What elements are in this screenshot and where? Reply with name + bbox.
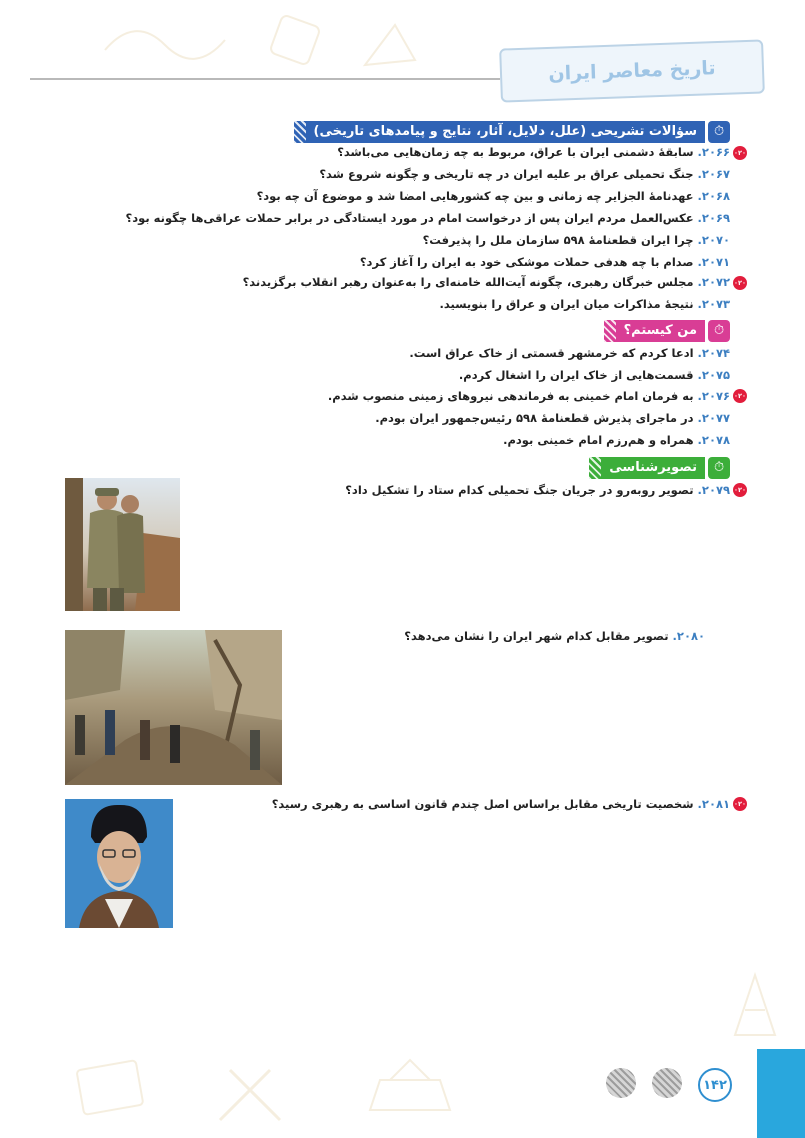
question-text: به فرمان امام خمینی به فرماندهی نیروهای زمینی منصوب شدم. <box>327 389 694 403</box>
question-text: تصویر مقابل کدام شهر ایران را نشان می‌دهد؟ <box>404 629 669 643</box>
question-2070 <box>423 233 730 247</box>
question-text: صدام با چه هدفی حملات موشکی خود به ایران را آغاز کرد؟ <box>359 255 694 269</box>
stopwatch-icon: ⏱ <box>708 457 730 479</box>
question-2068 <box>257 189 730 203</box>
brand-title: تاریخ معاصر ایران <box>548 57 716 85</box>
stripe-decoration <box>294 121 306 143</box>
doodle-bottom-icon <box>70 1050 550 1130</box>
question-number: ۲۰۷۵. <box>697 368 730 382</box>
question-text: جنگ تحمیلی عراق بر علیه ایران در چه تاریخی و چگونه شروع شد؟ <box>319 167 694 181</box>
key-question-badge: ۰۲۰ <box>733 146 747 160</box>
question-number: ۲۰۸۰. <box>672 629 705 643</box>
question-number: ۲۰۶۷. <box>697 167 730 181</box>
page-edge-tab <box>757 1049 805 1138</box>
question-number: ۲۰۷۹. <box>697 483 730 497</box>
section-header-image-recognition <box>589 456 730 479</box>
question-number: ۲۰۶۹. <box>697 211 730 225</box>
question-number: ۲۰۷۲. <box>697 275 730 289</box>
question-2067 <box>319 167 730 181</box>
page-number: ۱۴۲ <box>698 1068 732 1102</box>
stripe-decoration <box>589 457 601 479</box>
doodle-top-icon <box>95 10 425 80</box>
pagination-dot <box>652 1068 682 1098</box>
doodle-side-icon <box>725 965 785 1045</box>
header-rule <box>30 78 500 80</box>
photo-portrait <box>65 799 173 928</box>
key-question-badge: ۰۲۰ <box>733 483 747 497</box>
stopwatch-icon: ⏱ <box>708 121 730 143</box>
question-text: همراه و هم‌رزم امام خمینی بودم. <box>503 433 694 447</box>
question-2077 <box>375 411 730 425</box>
question-2081 <box>272 797 730 811</box>
photo-ruined-city <box>65 630 282 785</box>
question-number: ۲۰۷۶. <box>697 389 730 403</box>
brand-banner <box>499 39 765 102</box>
question-number: ۲۰۷۸. <box>697 433 730 447</box>
key-question-badge: ۰۲۰ <box>733 797 747 811</box>
question-text: مجلس خبرگان رهبری، چگونه آیت‌الله خامنه‌ای را به‌عنوان رهبر انقلاب برگزیدند؟ <box>242 275 694 289</box>
question-2072 <box>243 275 730 289</box>
question-text: تصویر روبه‌رو در جریان جنگ تحمیلی کدام ستاد را تشکیل داد؟ <box>345 483 694 497</box>
question-number: ۲۰۶۶. <box>697 145 730 159</box>
question-2069 <box>126 211 730 225</box>
question-2071 <box>360 255 730 269</box>
question-2076 <box>328 389 730 403</box>
question-text: ادعا کردم که خرمشهر قسمتی از خاک عراق است. <box>409 346 694 360</box>
question-text: عهدنامۀ الجزایر چه زمانی و بین چه کشورهایی امضا شد و موضوع آن چه بود؟ <box>256 189 694 203</box>
question-number: ۲۰۶۸. <box>697 189 730 203</box>
section-title: تصویرشناسی <box>601 457 705 479</box>
question-2080 <box>404 629 705 643</box>
question-number: ۲۰۷۳. <box>697 297 730 311</box>
question-text: در ماجرای پذیرش قطعنامۀ ۵۹۸ رئیس‌جمهور ایران بودم. <box>375 411 694 425</box>
pagination-dot <box>606 1068 636 1098</box>
section-header-who-am-i <box>604 319 730 342</box>
stopwatch-icon: ⏱ <box>708 320 730 342</box>
question-text: نتیجۀ مذاکرات میان ایران و عراق را بنویسید. <box>439 297 694 311</box>
question-number: ۲۰۷۱. <box>697 255 730 269</box>
section-title: سؤالات تشریحی (علل، دلایل، آثار، نتایج و پیامدهای تاریخی) <box>306 121 705 143</box>
question-text: شخصیت تاریخی مقابل براساس اصل چندم قانون اساسی به رهبری رسید؟ <box>271 797 694 811</box>
question-text: قسمت‌هایی از خاک ایران را اشغال کردم. <box>458 368 694 382</box>
question-2079 <box>345 483 730 497</box>
question-number: ۲۰۸۱. <box>697 797 730 811</box>
question-number: ۲۰۷۰. <box>697 233 730 247</box>
question-number: ۲۰۷۴. <box>697 346 730 360</box>
key-question-badge: ۰۲۰ <box>733 276 747 290</box>
question-2078 <box>503 433 730 447</box>
question-number: ۲۰۷۷. <box>697 411 730 425</box>
question-2066 <box>337 145 730 159</box>
section-header-descriptive <box>294 120 730 143</box>
section-title: من کیستم؟ <box>616 320 705 342</box>
question-text: سابقۀ دشمنی ایران با عراق، مربوط به چه زمان‌هایی می‌باشد؟ <box>337 145 694 159</box>
question-text: عکس‌العمل مردم ایران پس از درخواست امام در مورد ایستادگی در برابر حملات عراقی‌ها چگونه بود؟ <box>125 211 694 225</box>
key-question-badge: ۰۲۰ <box>733 389 747 403</box>
question-2073 <box>439 297 730 311</box>
question-2075 <box>459 368 730 382</box>
question-text: چرا ایران قطعنامۀ ۵۹۸ سازمان ملل را پذیرفت؟ <box>422 233 694 247</box>
photo-soldiers <box>65 478 180 611</box>
question-2074 <box>409 346 730 360</box>
stripe-decoration <box>604 320 616 342</box>
